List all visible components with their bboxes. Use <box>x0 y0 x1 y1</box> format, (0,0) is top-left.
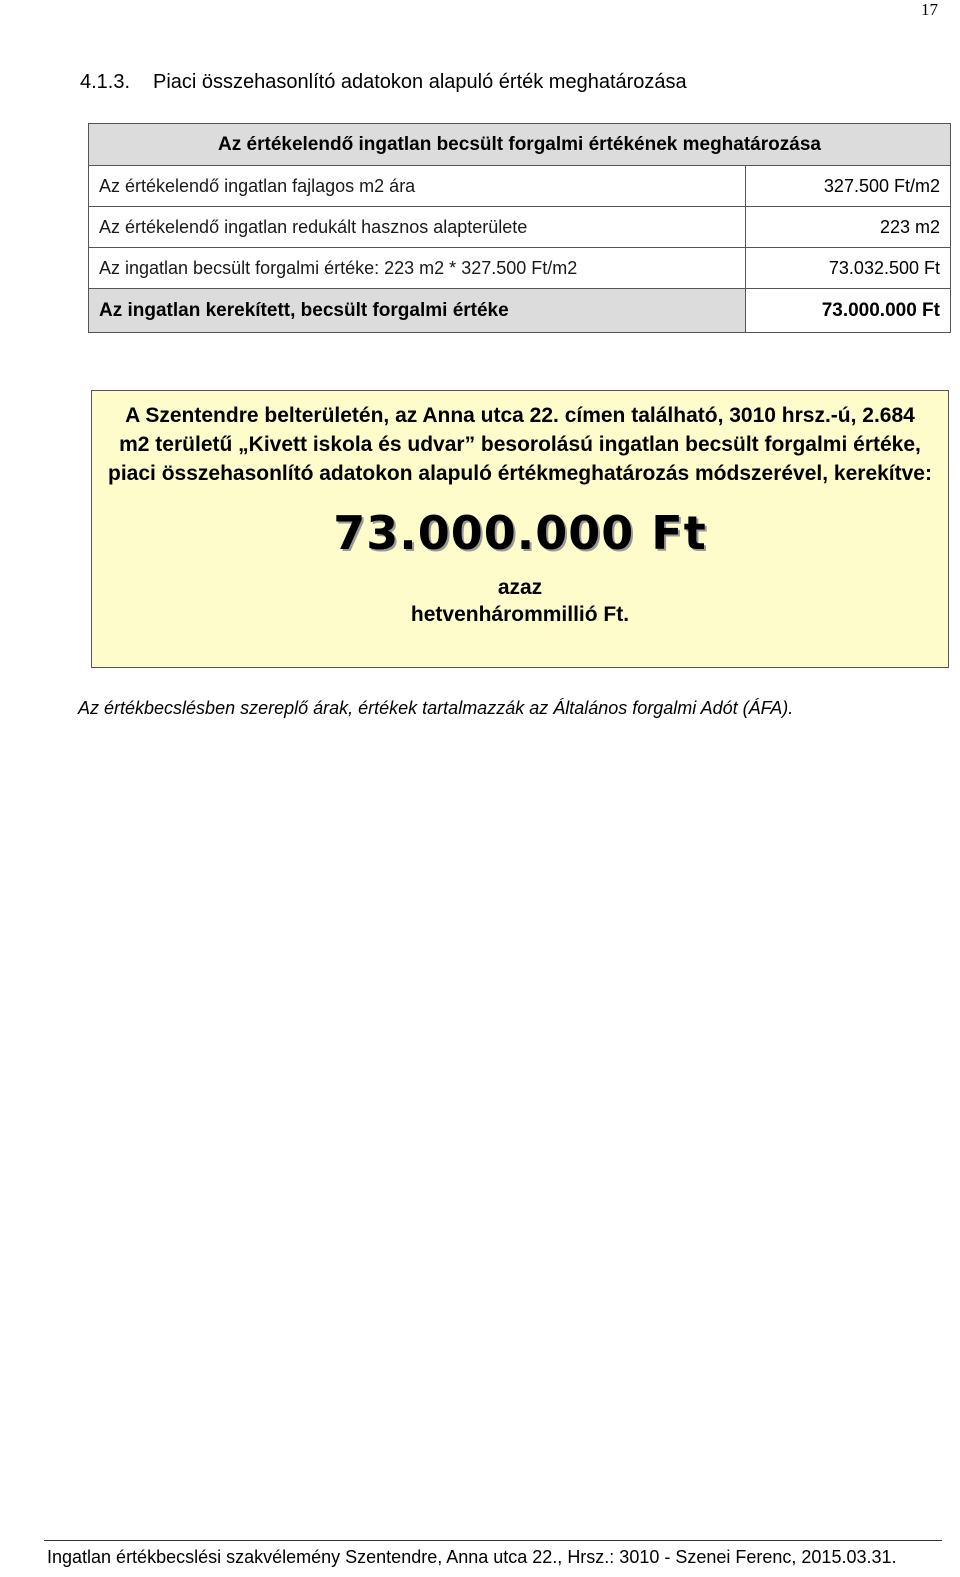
row-value: 223 m2 <box>746 207 951 248</box>
section-number: 4.1.3. <box>80 71 131 93</box>
section-title: Piaci összehasonlító adatokon alapuló érték meghatározása <box>153 71 687 93</box>
table-row <box>89 207 951 248</box>
result-text: A Szentendre belterületén, az Anna utca 22. címen található, 3010 hrsz.-ú, 2.684 m2 területű „Kivett iskola és udvar” besorolású ingatlan becsült forgalmi értéke, piaci összehasonlító adatokon alapuló értékmeghatározás módszerével, kerekítve: <box>108 404 932 485</box>
vat-note: Az értékbecslésben szereplő árak, értékek tartalmazzák az Általános forgalmi Adót (ÁFA). <box>78 698 794 718</box>
row-value: 73.032.500 Ft <box>746 248 951 289</box>
page-number: 17 <box>921 0 938 19</box>
page-footer: Ingatlan értékbecslési szakvélemény Szentendre, Anna utca 22., Hrsz.: 3010 - Szenei Ferenc, 2015.03.31. <box>47 1547 897 1567</box>
table-header: Az értékelendő ingatlan becsült forgalmi értékének meghatározása <box>89 124 951 166</box>
row-value: 327.500 Ft/m2 <box>746 166 951 207</box>
result-in-words: hetvenhárommillió Ft. <box>410 603 630 626</box>
row-label: Az értékelendő ingatlan fajlagos m2 ára <box>89 166 746 207</box>
table-row <box>89 166 951 207</box>
table-row <box>89 248 951 289</box>
result-azaz: azaz <box>497 576 543 599</box>
table-header-row <box>89 124 951 166</box>
table-total-row <box>89 289 951 333</box>
row-label: Az ingatlan becsült forgalmi értéke: 223 m2 * 327.500 Ft/m2 <box>89 248 746 289</box>
total-value: 73.000.000 Ft <box>746 289 951 333</box>
footer-divider <box>44 1540 942 1541</box>
result-box <box>91 390 949 668</box>
valuation-table <box>88 123 951 333</box>
result-amount: 73.000.000 Ft <box>333 506 707 560</box>
row-label: Az értékelendő ingatlan redukált hasznos alapterülete <box>89 207 746 248</box>
total-label: Az ingatlan kerekített, becsült forgalmi értéke <box>89 289 746 333</box>
section-heading <box>80 71 687 94</box>
